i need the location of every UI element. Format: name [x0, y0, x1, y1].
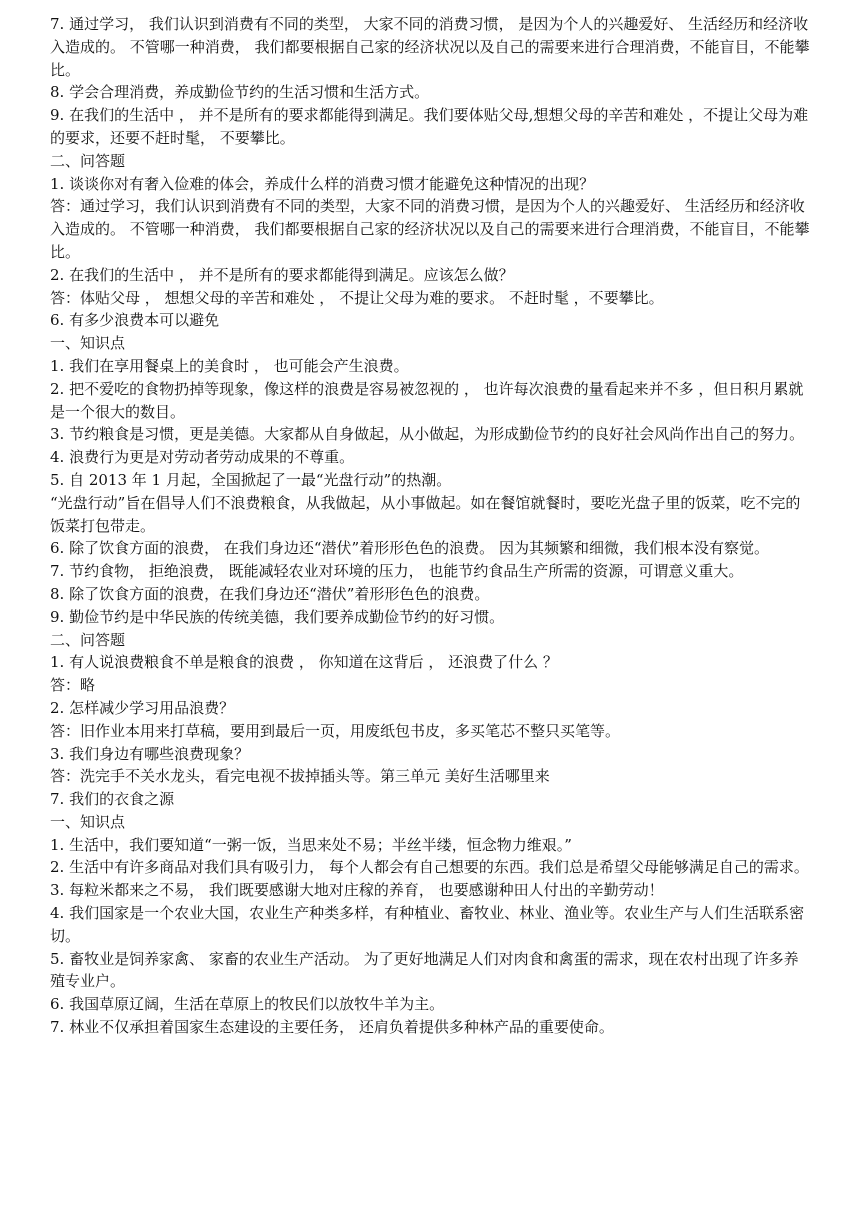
answer-line: 答：通过学习，我们认识到消费有不同的类型，大家不同的消费习惯，是因为个人的兴趣爱好、 生活经历和经济收入造成的。 不管哪一种消费， 我们都要根据自己家的经济状况以及自己的需要来进行合理消费，不能盲目，不能攀比。	[50, 197, 810, 261]
text-line: 7. 通过学习， 我们认识到消费有不同的类型， 大家不同的消费习惯， 是因为个人的兴趣爱好、 生活经历和经济收入造成的。 不管哪一种消费， 我们都要根据自己家的经济状况以及自己的需要来进行合理消费，不能盲目，不能攀比。	[50, 15, 810, 79]
question-line: 3. 我们身边有哪些浪费现象？	[50, 744, 250, 763]
text-line: 6. 我国草原辽阔，生活在草原上的牧民们以放牧牛羊为主。	[50, 995, 445, 1014]
section-heading: 一、知识点	[50, 334, 126, 353]
text-line: 5. 畜牧业是饲养家禽、 家畜的农业生产活动。 为了更好地满足人们对肉食和禽蛋的需求，现在农村出现了许多养殖专业户。	[50, 949, 799, 991]
text-line: 7. 节约食物， 拒绝浪费， 既能减轻农业对环境的压力， 也能节约食品生产所需的资源，可谓意义重大。	[50, 562, 744, 581]
text-line: 3. 每粒米都来之不易， 我们既要感谢大地对庄稼的养育， 也要感谢种田人付出的辛勤劳动！	[50, 881, 664, 900]
text-line: 2. 生活中有许多商品对我们具有吸引力， 每个人都会有自己想要的东西。我们总是希望父母能够满足自己的需求。	[50, 858, 809, 877]
answer-line: 答：洗完手不关水龙头，看完电视不拔掉插头等。第三单元 美好生活哪里来	[50, 767, 550, 786]
question-line: 1. 有人说浪费粮食不单是粮食的浪费 ， 你知道在这背后 ， 还浪费了什么 ？	[50, 653, 558, 672]
text-line: “光盘行动”旨在倡导人们不浪费粮食，从我做起，从小事做起。如在餐馆就餐时，要吃光盘子里的饭菜，吃不完的饭菜打包带走。	[50, 493, 801, 535]
text-line: 3. 节约粮食是习惯，更是美德。大家都从自身做起，从小做起，为形成勤俭节约的良好社会风尚作出自己的努力。	[50, 425, 805, 444]
question-line: 2. 在我们的生活中 ， 并不是所有的要求都能得到满足。应该怎么做？	[50, 265, 514, 284]
text-line: 8. 学会合理消费，养成勤俭节约的生活习惯和生活方式。	[50, 83, 430, 102]
text-line: 9. 在我们的生活中 ， 并不是所有的要求都能得到满足。我们要体贴父母,想想父母的辛苦和难处 ，不提让父母为难的要求，还要不赶时髦， 不要攀比。	[50, 106, 809, 147]
text-line: 1. 我们在享用餐桌上的美食时 ， 也可能会产生浪费。	[50, 356, 409, 375]
text-line: 8. 除了饮食方面的浪费，在我们身边还“潜伏”着形形色色的浪费。	[50, 584, 490, 603]
text-line: 4. 浪费行为更是对劳动者劳动成果的不尊重。	[50, 448, 355, 467]
answer-line: 答：体贴父母 ， 想想父母的辛苦和难处 ， 不提让父母为难的要求。 不赶时髦 ，不要攀比。	[50, 288, 664, 307]
lesson-title: 7. 我们的衣食之源	[50, 790, 175, 809]
section-heading: 一、知识点	[50, 812, 126, 831]
section-heading: 二、问答题	[50, 630, 126, 649]
text-line: 1. 生活中，我们要知道“一粥一饭，当思来处不易；半丝半缕，恒念物力维艰。”	[50, 835, 572, 854]
lesson-title: 6. 有多少浪费本可以避免	[50, 311, 220, 330]
text-line: 7. 林业不仅承担着国家生态建设的主要任务， 还肩负着提供多种林产品的重要使命。	[50, 1018, 614, 1037]
text-line: 4. 我们国家是一个农业大国，农业生产种类多样，有种植业、畜牧业、林业、渔业等。农业生产与人们生活联系密切。	[50, 904, 805, 945]
text-line: 5. 自 2013 年 1 月起，全国掀起了一最“光盘行动”的热潮。	[50, 470, 452, 489]
question-line: 2. 怎样减少学习用品浪费？	[50, 698, 235, 717]
text-line: 9. 勤俭节约是中华民族的传统美德，我们要养成勤俭节约的好习惯。	[50, 607, 505, 626]
text-line: 6. 除了饮食方面的浪费， 在我们身边还“潜伏”着形形色色的浪费。 因为其频繁和细微，我们根本没有察觉。	[50, 539, 769, 558]
answer-line: 答：略	[50, 676, 96, 695]
section-heading: 二、问答题	[50, 151, 126, 170]
answer-line: 答：旧作业本用来打草稿，要用到最后一页，用废纸包书皮，多买笔芯不整只买笔等。	[50, 721, 621, 740]
text-line: 2. 把不爱吃的食物扔掉等现象，像这样的浪费是容易被忽视的 ， 也许每次浪费的量看起来并不多 ，但日积月累就是一个很大的数目。	[50, 379, 804, 421]
question-line: 1. 谈谈你对有奢入俭难的体会，养成什么样的消费习惯才能避免这种情况的出现？	[50, 174, 595, 193]
